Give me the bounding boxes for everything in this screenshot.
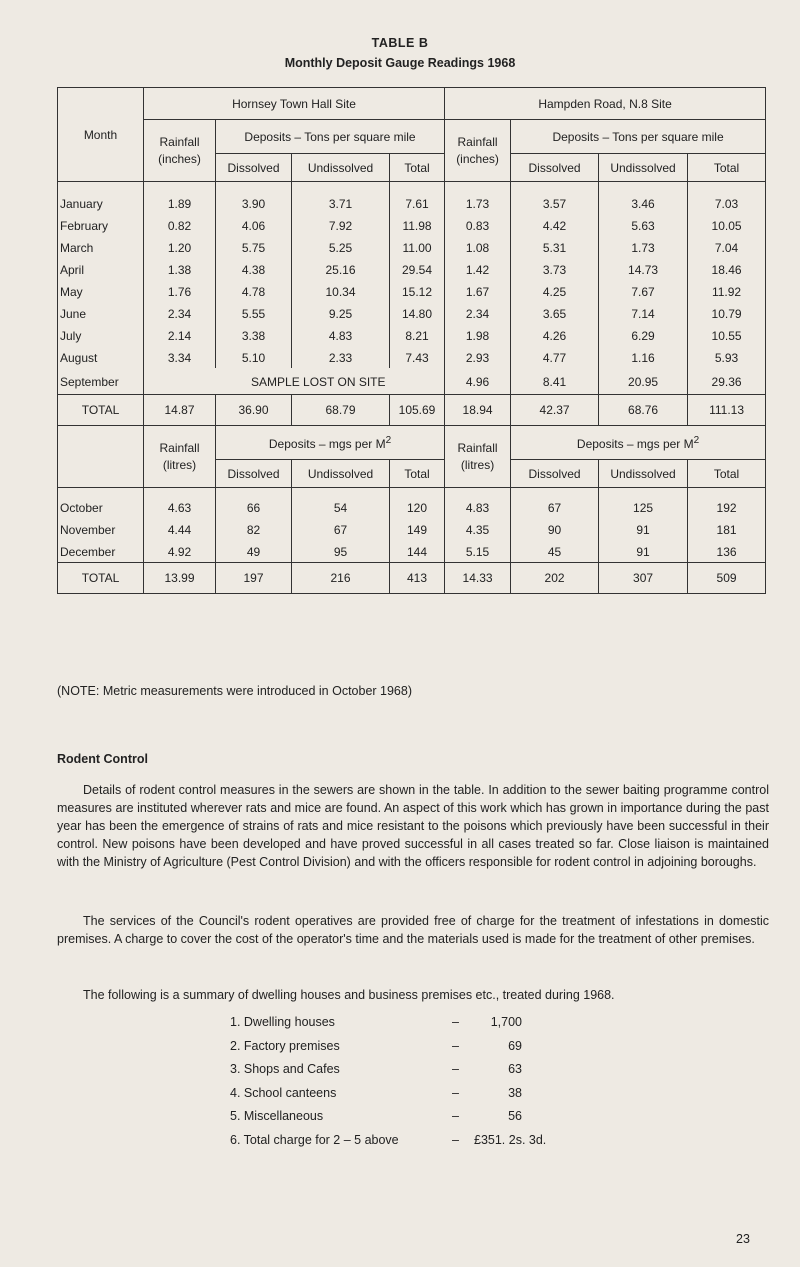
dissolved-cell: 4.06 xyxy=(216,214,292,236)
total-cell: 18.46 xyxy=(688,258,766,280)
total-cell: 136 xyxy=(688,540,766,563)
imperial-rows xyxy=(58,182,766,369)
paragraph-3: The following is a summary of dwelling houses and business premises etc., treated during 1968. xyxy=(83,988,615,1002)
undissolved-cell: 54 xyxy=(292,488,390,519)
total-cell: 105.69 xyxy=(390,395,445,426)
rainfall-cell: 5.15 xyxy=(445,540,511,563)
rainfall-cell: 14.87 xyxy=(144,395,216,426)
total-header-1: Total xyxy=(390,460,445,488)
total-cell: 11.98 xyxy=(390,214,445,236)
list-item-value: 69 xyxy=(508,1038,522,1053)
total-header-1: Total xyxy=(390,154,445,182)
undissolved-cell: 2.33 xyxy=(292,346,390,368)
undissolved-cell: 7.14 xyxy=(599,302,688,324)
site2-header: Hampden Road, N.8 Site xyxy=(445,88,766,120)
dissolved-cell: 4.77 xyxy=(511,346,599,368)
undissolved-cell: 1.16 xyxy=(599,346,688,368)
dissolved-cell: 5.55 xyxy=(216,302,292,324)
month-cell: June xyxy=(58,302,144,324)
rainfall-cell: 4.44 xyxy=(144,518,216,540)
dissolved-cell: 3.90 xyxy=(216,182,292,215)
rainfall-litres-header-1: Rainfall (litres) xyxy=(144,426,216,488)
rainfall-cell: 1.73 xyxy=(445,182,511,215)
undissolved-cell: 25.16 xyxy=(292,258,390,280)
list-item-label: 6. Total charge for 2 – 5 above xyxy=(230,1132,399,1147)
dissolved-cell: 67 xyxy=(511,488,599,519)
month-cell: May xyxy=(58,280,144,302)
header-row-2 xyxy=(58,120,766,154)
dissolved-cell: 90 xyxy=(511,518,599,540)
table-row xyxy=(58,346,766,368)
dissolved-cell: 4.78 xyxy=(216,280,292,302)
total-label: TOTAL xyxy=(58,563,144,594)
total-cell: 192 xyxy=(688,488,766,519)
rainfall-cell: 2.93 xyxy=(445,346,511,368)
dissolved-cell: 82 xyxy=(216,518,292,540)
undissolved-cell: 91 xyxy=(599,518,688,540)
deposit-gauge-table xyxy=(57,87,766,594)
dissolved-cell: 49 xyxy=(216,540,292,563)
undissolved-cell: 67 xyxy=(292,518,390,540)
month-cell: August xyxy=(58,346,144,368)
dissolved-cell: 66 xyxy=(216,488,292,519)
total-label: TOTAL xyxy=(58,395,144,426)
deposits-mgs-header-1: Deposits – mgs per $M^2$ xyxy=(216,426,445,460)
paragraph-2: The services of the Council's rodent operatives are provided free of charge for the treatment of infestations in domestic premises. A charge to cover the cost of the operator's time and the materials used is made for the treatment of other premises. xyxy=(57,914,769,946)
rainfall-inches-header-1: Rainfall (inches) xyxy=(144,120,216,182)
rainfall-litres-header-2: Rainfall (litres) xyxy=(445,426,511,488)
total-cell: 149 xyxy=(390,518,445,540)
dissolved-cell: 4.25 xyxy=(511,280,599,302)
dissolved-cell: 4.42 xyxy=(511,214,599,236)
rainfall-cell: 3.34 xyxy=(144,346,216,368)
dissolved-cell: 3.65 xyxy=(511,302,599,324)
month-cell: July xyxy=(58,324,144,346)
table-row xyxy=(58,324,766,346)
empty-cell xyxy=(390,368,445,395)
dissolved-cell: 36.90 xyxy=(216,395,292,426)
total-header-2: Total xyxy=(688,154,766,182)
rainfall-cell: 2.34 xyxy=(144,302,216,324)
list-item-value: 63 xyxy=(508,1062,522,1076)
undissolved-cell: 91 xyxy=(599,540,688,563)
total-cell: 7.43 xyxy=(390,346,445,368)
list-item-dash: – xyxy=(452,1062,459,1076)
undissolved-cell: 14.73 xyxy=(599,258,688,280)
metric-note: (NOTE: Metric measurements were introduced in October 1968) xyxy=(57,684,412,698)
total-cell: 29.36 xyxy=(688,368,766,395)
list-item-label: 5. Miscellaneous xyxy=(230,1109,324,1123)
table-title: Monthly Deposit Gauge Readings 1968 xyxy=(284,56,516,70)
month-cell: March xyxy=(58,236,144,258)
list-item-dash: – xyxy=(452,1038,459,1053)
total-cell: 7.03 xyxy=(688,182,766,215)
total-cell: 11.00 xyxy=(390,236,445,258)
dissolved-cell: 8.41 xyxy=(511,368,599,395)
table-row xyxy=(58,182,766,215)
undissolved-header-2: Undissolved xyxy=(599,154,688,182)
total-cell: 10.55 xyxy=(688,324,766,346)
list-item-value: £351. 2s. 3d. xyxy=(474,1132,547,1147)
list-item xyxy=(230,1133,630,1157)
rainfall-cell: 4.92 xyxy=(144,540,216,563)
dissolved-header-2: Dissolved xyxy=(511,460,599,488)
table-row xyxy=(58,258,766,280)
undissolved-header-1: Undissolved xyxy=(292,154,390,182)
metric-header-row-1 xyxy=(58,426,766,460)
page-number: 23 xyxy=(736,1232,750,1246)
total-cell: 7.61 xyxy=(390,182,445,215)
list-item-dash: – xyxy=(452,1132,459,1147)
total-row-imperial xyxy=(58,395,766,426)
rainfall-cell: 1.89 xyxy=(144,182,216,215)
total-header-2: Total xyxy=(688,460,766,488)
dissolved-header-1: Dissolved xyxy=(216,460,292,488)
month-cell: November xyxy=(58,518,144,540)
deposits-tons-header-1: Deposits – Tons per square mile xyxy=(216,120,445,154)
deposits-mgs-header-2: Deposits – mgs per $M^2$ xyxy=(511,426,766,460)
rainfall-cell: 2.14 xyxy=(144,324,216,346)
month-cell: January xyxy=(58,182,144,215)
undissolved-cell: 5.25 xyxy=(292,236,390,258)
undissolved-cell: 4.83 xyxy=(292,324,390,346)
undissolved-cell: 1.73 xyxy=(599,236,688,258)
undissolved-header-2: Undissolved xyxy=(599,460,688,488)
table-row xyxy=(58,302,766,324)
list-item xyxy=(230,1015,630,1039)
metric-rows xyxy=(58,488,766,563)
list-item-label: 4. School canteens xyxy=(230,1085,337,1100)
table-row xyxy=(58,368,766,395)
paragraph-1: Details of rodent control measures in the sewers are shown in the table. In addition to the sewer baiting programme control measures are instituted wherever rats and mice are found. An aspect of this work which has grown in importance during the past year has been the emergence of strains of rats and mice resistant to the poisons which previously have been successful in their control. New poisons have been developed and have proved successful in all cases treated so far. Close liaison is maintained with the Ministry of Agriculture (Pest Control Division) and with the officers responsible for rodent control in adjoining boroughs. xyxy=(57,783,769,869)
list-item-label: 2. Factory premises xyxy=(230,1038,340,1053)
total-cell: 5.93 xyxy=(688,346,766,368)
dissolved-cell: 197 xyxy=(216,563,292,594)
deposits-tons-header-2: Deposits – Tons per square mile xyxy=(511,120,766,154)
undissolved-cell: 95 xyxy=(292,540,390,563)
undissolved-cell: 6.29 xyxy=(599,324,688,346)
rainfall-cell: 1.98 xyxy=(445,324,511,346)
undissolved-cell: 3.71 xyxy=(292,182,390,215)
total-cell: 8.21 xyxy=(390,324,445,346)
month-cell: October xyxy=(58,488,144,519)
dissolved-cell: 202 xyxy=(511,563,599,594)
undissolved-cell: 68.79 xyxy=(292,395,390,426)
rainfall-cell: 4.96 xyxy=(445,368,511,395)
table-row xyxy=(58,236,766,258)
table-row xyxy=(58,488,766,519)
section-heading: Rodent Control xyxy=(57,752,148,766)
month-header: Month xyxy=(58,88,144,182)
list-item xyxy=(230,1062,630,1086)
rainfall-cell: 4.83 xyxy=(445,488,511,519)
total-cell: 11.92 xyxy=(688,280,766,302)
total-cell: 29.54 xyxy=(390,258,445,280)
table-row xyxy=(58,280,766,302)
dissolved-header-2: Dissolved xyxy=(511,154,599,182)
rainfall-cell: 1.20 xyxy=(144,236,216,258)
undissolved-cell: 9.25 xyxy=(292,302,390,324)
rainfall-cell: 1.08 xyxy=(445,236,511,258)
undissolved-cell: 307 xyxy=(599,563,688,594)
rainfall-inches-header-2: Rainfall (inches) xyxy=(445,120,511,182)
total-cell: 413 xyxy=(390,563,445,594)
table-row xyxy=(58,214,766,236)
total-cell: 10.05 xyxy=(688,214,766,236)
rainfall-cell: 1.76 xyxy=(144,280,216,302)
dissolved-cell: 45 xyxy=(511,540,599,563)
list-item-value: 56 xyxy=(508,1109,522,1123)
total-cell: 181 xyxy=(688,518,766,540)
undissolved-cell: 10.34 xyxy=(292,280,390,302)
total-cell: 144 xyxy=(390,540,445,563)
dissolved-cell: 42.37 xyxy=(511,395,599,426)
rainfall-cell: 13.99 xyxy=(144,563,216,594)
undissolved-cell: 3.46 xyxy=(599,182,688,215)
total-row-metric xyxy=(58,563,766,594)
month-cell: December xyxy=(58,540,144,563)
rainfall-cell: 0.82 xyxy=(144,214,216,236)
total-cell: 111.13 xyxy=(688,395,766,426)
dissolved-cell: 5.31 xyxy=(511,236,599,258)
undissolved-cell: 216 xyxy=(292,563,390,594)
list-item-dash: – xyxy=(452,1015,459,1029)
dissolved-cell: 3.38 xyxy=(216,324,292,346)
dissolved-cell: 5.75 xyxy=(216,236,292,258)
dissolved-cell: 4.26 xyxy=(511,324,599,346)
dissolved-cell: 4.38 xyxy=(216,258,292,280)
rainfall-cell: 1.38 xyxy=(144,258,216,280)
list-item-label: 1. Dwelling houses xyxy=(230,1015,335,1029)
list-item-label: 3. Shops and Cafes xyxy=(230,1062,340,1076)
undissolved-cell: 7.92 xyxy=(292,214,390,236)
empty-cell xyxy=(58,426,144,488)
rainfall-cell: 1.42 xyxy=(445,258,511,280)
month-cell: September xyxy=(58,368,144,395)
undissolved-cell: 5.63 xyxy=(599,214,688,236)
table-row xyxy=(58,518,766,540)
undissolved-header-1: Undissolved xyxy=(292,460,390,488)
list-item xyxy=(230,1039,630,1063)
table-label: TABLE B xyxy=(371,36,429,50)
sample-lost-note: SAMPLE LOST ON SITE xyxy=(144,368,390,395)
rainfall-cell: 4.63 xyxy=(144,488,216,519)
total-cell: 7.04 xyxy=(688,236,766,258)
rainfall-cell: 1.67 xyxy=(445,280,511,302)
total-cell: 15.12 xyxy=(390,280,445,302)
rainfall-cell: 4.35 xyxy=(445,518,511,540)
dissolved-cell: 3.57 xyxy=(511,182,599,215)
month-cell: April xyxy=(58,258,144,280)
undissolved-cell: 125 xyxy=(599,488,688,519)
dissolved-cell: 3.73 xyxy=(511,258,599,280)
list-item-value: 1,700 xyxy=(490,1015,522,1029)
rainfall-cell: 14.33 xyxy=(445,563,511,594)
undissolved-cell: 7.67 xyxy=(599,280,688,302)
total-cell: 120 xyxy=(390,488,445,519)
list-item-value: 38 xyxy=(508,1085,522,1100)
dissolved-header-1: Dissolved xyxy=(216,154,292,182)
total-cell: 509 xyxy=(688,563,766,594)
list-item-dash: – xyxy=(452,1109,459,1123)
site1-header: Hornsey Town Hall Site xyxy=(144,88,445,120)
total-cell: 10.79 xyxy=(688,302,766,324)
undissolved-cell: 20.95 xyxy=(599,368,688,395)
list-item xyxy=(230,1109,630,1133)
month-cell: February xyxy=(58,214,144,236)
premises-summary-list xyxy=(230,1015,630,1156)
undissolved-cell: 68.76 xyxy=(599,395,688,426)
list-item-dash: – xyxy=(452,1085,459,1100)
rainfall-cell: 2.34 xyxy=(445,302,511,324)
dissolved-cell: 5.10 xyxy=(216,346,292,368)
list-item xyxy=(230,1086,630,1110)
table-row xyxy=(58,540,766,563)
rainfall-cell: 0.83 xyxy=(445,214,511,236)
total-cell: 14.80 xyxy=(390,302,445,324)
rainfall-cell: 18.94 xyxy=(445,395,511,426)
header-row-1 xyxy=(58,88,766,120)
